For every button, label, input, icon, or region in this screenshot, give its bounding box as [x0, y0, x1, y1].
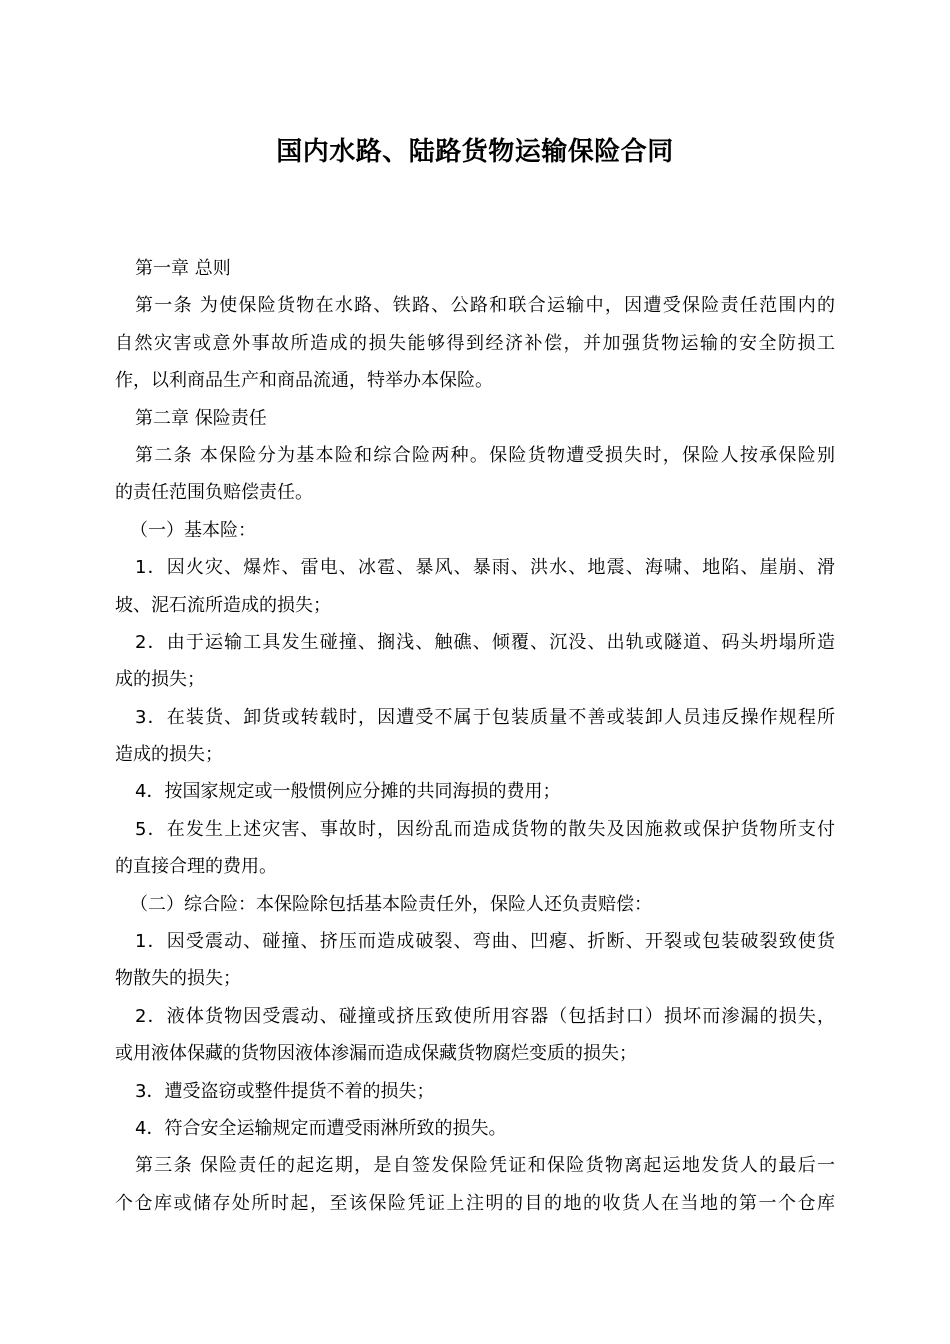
list-item-line: 坡、泥石流所造成的损失； — [115, 594, 331, 616]
paragraph-line: 第二条 本保险分为基本险和综合险两种。保险货物遭受损失时，保险人按承保险别 — [135, 444, 835, 466]
section-heading: （二）综合险：本保险除包括基本险责任外，保险人还负责赔偿： — [130, 893, 652, 915]
paragraph-line: 的责任范围负赔偿责任。 — [115, 482, 313, 504]
list-item-line: 2．液体货物因受震动、碰撞或挤压致使所用容器（包括封口）损坏而渗漏的损失， — [135, 1005, 835, 1027]
paragraph-line: 自然灾害或意外事故所造成的损失能够得到经济补偿，并加强货物运输的安全防损工 — [115, 332, 835, 354]
paragraph-line: 第三条 保险责任的起迄期，是自签发保险凭证和保险货物离起运地发货人的最后一 — [135, 1155, 835, 1177]
list-item-line: 成的损失； — [115, 669, 205, 691]
chapter-heading: 第二章 保险责任 — [135, 407, 267, 429]
list-item-line: 4．符合安全运输规定而遭受雨淋所致的损失。 — [135, 1117, 507, 1139]
document-title: 国内水路、陆路货物运输保险合同 — [276, 137, 674, 167]
list-item-line: 5．在发生上述灾害、事故时，因纷乱而造成货物的散失及因施救或保护货物所支付 — [135, 818, 835, 840]
paragraph-line: 作，以利商品生产和商品流通，特举办本保险。 — [115, 370, 493, 392]
document-body — [115, 250, 835, 1222]
list-item-line: 的直接合理的费用。 — [115, 856, 277, 878]
list-item-line: 1．因受震动、碰撞、挤压而造成破裂、弯曲、凹瘪、折断、开裂或包装破裂致使货 — [135, 931, 835, 953]
section-heading: （一）基本险： — [130, 519, 256, 541]
list-item-line: 3．在装货、卸货或转载时，因遭受不属于包装质量不善或装卸人员违反操作规程所 — [135, 706, 835, 728]
chapter-heading: 第一章 总则 — [135, 258, 231, 279]
paragraph-line: 个仓库或储存处所时起，至该保险凭证上注明的目的地的收货人在当地的第一个仓库 — [115, 1192, 835, 1214]
list-item-line: 4．按国家规定或一般惯例应分摊的共同海损的费用； — [135, 781, 561, 803]
list-item-line: 3．遭受盗窃或整件提货不着的损失； — [135, 1080, 435, 1102]
list-item-line: 造成的损失； — [115, 744, 223, 766]
list-item-line: 物散失的损失； — [115, 968, 241, 990]
list-item-line: 1．因火灾、爆炸、雷电、冰雹、暴风、暴雨、洪水、地震、海啸、地陷、崖崩、滑 — [135, 557, 835, 579]
list-item-line: 2．由于运输工具发生碰撞、搁浅、触礁、倾覆、沉没、出轨或隧道、码头坍塌所造 — [135, 631, 835, 653]
paragraph-line: 第一条 为使保险货物在水路、铁路、公路和联合运输中，因遭受保险责任范围内的 — [135, 295, 835, 317]
list-item-line: 或用液体保藏的货物因液体渗漏而造成保藏货物腐烂变质的损失； — [115, 1043, 637, 1065]
